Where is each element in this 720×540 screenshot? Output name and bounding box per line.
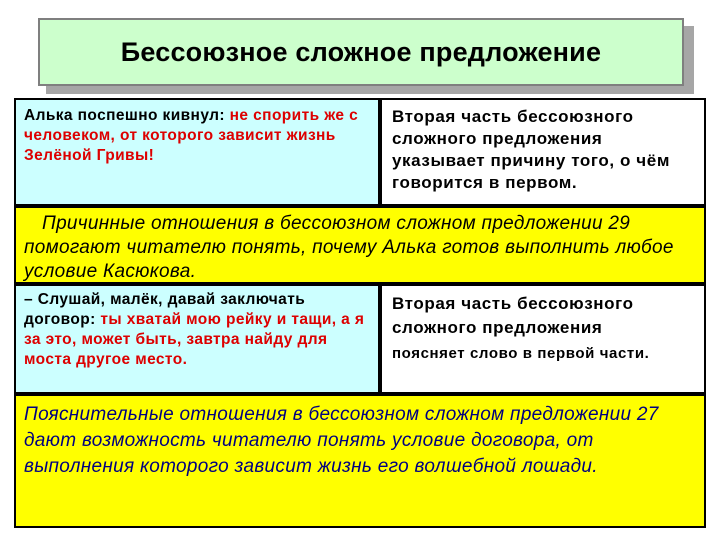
conclusion-1-text: Причинные отношения в бессоюзном сложном предложении 29 помогают читателю понять, почему Алька готов выполнить любое условие Касюкова.	[24, 213, 674, 282]
example-1-second-clause: не спорить же с человеком, от которого зависит жизнь Зелёной Гривы!	[24, 107, 359, 164]
rule-1-text: Вторая часть бессоюзного сложного предложения указывает причину того, о чём говорится в первом.	[392, 107, 671, 192]
conclusion-box-1	[14, 206, 706, 284]
conclusion-box-2	[14, 394, 706, 528]
rule-2-text: Вторая часть бессоюзного сложного предложения	[392, 294, 634, 337]
example-box-1	[14, 98, 380, 206]
example-2-second-clause: ты хватай мою рейку и тащи, а я за это, может быть, завтра найду для моста другое место.	[24, 311, 365, 368]
rule-box-2	[380, 284, 706, 394]
example-box-2	[14, 284, 380, 394]
example-2-main-clause: – Слушай, малёк, давай заключать договор:	[24, 291, 306, 328]
conclusion-2-text: Пояснительные отношения в бессоюзном сложном предложении 27 дают возможность читателю понять условие договора, от выполнения которого зависит жизнь его волшебной лошади.	[24, 404, 659, 477]
rule-2-subtext: поясняет слово в первой части.	[392, 345, 650, 362]
page-title: Бессоюзное сложное предложение	[120, 36, 602, 67]
title-box	[38, 18, 684, 86]
rule-box-1	[380, 98, 706, 206]
example-1-main-clause: Алька поспешно кивнул:	[24, 107, 225, 124]
